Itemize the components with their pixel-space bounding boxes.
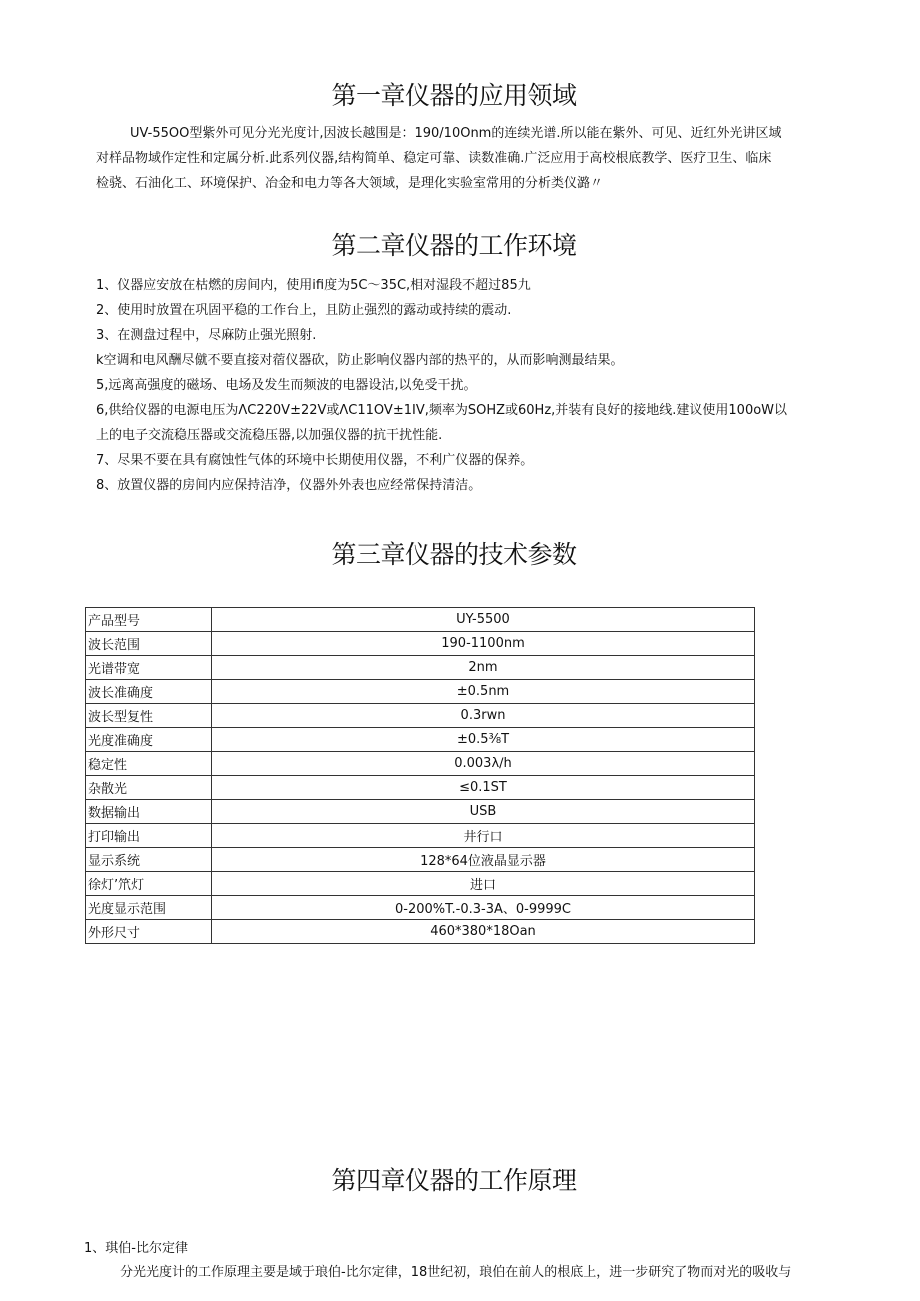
chapter-4-paragraph: 分光光度计的工作原理主要是域于琅伯-比尔定律，18世纪初，琅伯在前人的根底上，进一步研究了物而对光的吸收与 bbox=[120, 1265, 792, 1280]
spec-key: 产品型号 bbox=[86, 608, 212, 632]
table-row bbox=[86, 704, 755, 728]
table-row bbox=[86, 920, 755, 944]
chapter-2-title: 第二章仪器的工作环境 bbox=[331, 231, 577, 260]
table-row bbox=[86, 752, 755, 776]
spec-value: ±0.5nm bbox=[212, 680, 755, 704]
chapter-3-title: 第三章仪器的技术参数 bbox=[331, 540, 577, 569]
list-item: 6,供给仪器的电源电压为ΛC220V±22V或ΛC11OV±1IV,频率为SOHZ或60Hz,并装有良好的接地线.建议使用100oW以 bbox=[96, 403, 788, 418]
spec-value: ≤0.1ST bbox=[212, 776, 755, 800]
table-row bbox=[86, 656, 755, 680]
spec-value: USB bbox=[212, 800, 755, 824]
table-row bbox=[86, 800, 755, 824]
spec-table bbox=[85, 607, 755, 944]
spec-value: 进口 bbox=[212, 872, 755, 896]
table-row bbox=[86, 872, 755, 896]
spec-value: 0.003λ∕h bbox=[212, 752, 755, 776]
chapter-4-title: 第四章仪器的工作原理 bbox=[331, 1166, 577, 1195]
spec-key: 外形尺寸 bbox=[86, 920, 212, 944]
spec-key: 光度准确度 bbox=[86, 728, 212, 752]
list-item: 2、使用时放置在巩固平稳的工作台上，且防止强烈的露动或持续的震动. bbox=[96, 303, 512, 318]
spec-key: 稳定性 bbox=[86, 752, 212, 776]
table-row bbox=[86, 824, 755, 848]
spec-key: 杂散光 bbox=[86, 776, 212, 800]
list-item: k空调和电风酬尽僦不要直接对蓿仪器砍，防止影响仪器内部的热平的，从而影响测最结果。 bbox=[96, 353, 624, 368]
environment-list bbox=[96, 273, 836, 498]
spec-value: 190-1100nm bbox=[212, 632, 755, 656]
list-item: 1、仪器应安放在枯燃的房间内，使用ifi度为5C～35C,相对湿段不超过85九 bbox=[96, 278, 531, 293]
paragraph-line: 对样品物域作定性和定属分析.此系列仪器,结构简单、稳定可靠、读数准确.广泛应用于高校根底教学、医疗卫生、临床 bbox=[96, 151, 772, 166]
spec-key: 波长型复性 bbox=[86, 704, 212, 728]
table-row bbox=[86, 608, 755, 632]
table-row bbox=[86, 680, 755, 704]
table-row bbox=[86, 632, 755, 656]
list-item-continued: 上的电子交流稳压器或交流稳压器,以加强仪器的抗干扰性能. bbox=[96, 428, 443, 443]
spec-key: 数据输出 bbox=[86, 800, 212, 824]
table-row bbox=[86, 728, 755, 752]
spec-key: 光谱带宽 bbox=[86, 656, 212, 680]
list-item: 7、尽果不要在具有腐蚀性气体的环境中长期使用仪器，不利广仪器的保养。 bbox=[96, 453, 534, 468]
spec-value: ±0.5⅜T bbox=[212, 728, 755, 752]
spec-value: 井行口 bbox=[212, 824, 755, 848]
spec-value: 0-200%T.-0.3-3A、0-9999C bbox=[212, 896, 755, 920]
spec-key: 显示系统 bbox=[86, 848, 212, 872]
table-row bbox=[86, 848, 755, 872]
list-item: 5,远离高强度的磁场、电场及发生而频波的电器设沽,以免受干扰。 bbox=[96, 378, 477, 393]
list-item: 3、在测盘过程中，尽麻防止强光照射. bbox=[96, 328, 317, 343]
table-row bbox=[86, 896, 755, 920]
spec-value: UY-5500 bbox=[212, 608, 755, 632]
spec-key: 波长准确度 bbox=[86, 680, 212, 704]
spec-key: 徐灯’笊灯 bbox=[86, 872, 212, 896]
spec-key: 打印输出 bbox=[86, 824, 212, 848]
spec-value: 0.3rwn bbox=[212, 704, 755, 728]
list-item: 8、放置仪器的房间内应保持洁净，仪器外外表也应经常保持清洁。 bbox=[96, 478, 482, 493]
chapter-1-title: 第一章仪器的应用领域 bbox=[331, 81, 577, 110]
paragraph-line: UV-55OO型紫外可见分光光度计,因波长越围是：190/10Onm的连续光谱.所以能在紫外、可见、近红外光讲区域 bbox=[130, 126, 782, 141]
paragraph-line: 检骁、石油化工、环境保护、冶金和电力等各大领域，是理化实验室常用的分析类仪潞〃 bbox=[96, 176, 604, 191]
table-row bbox=[86, 776, 755, 800]
spec-value: 128*64位液晶显示器 bbox=[212, 848, 755, 872]
chapter-4-subheading: 1、琪伯-比尔定律 bbox=[84, 1241, 188, 1256]
spec-key: 波长范围 bbox=[86, 632, 212, 656]
spec-value: 460*380*18Oan bbox=[212, 920, 755, 944]
spec-value: 2nm bbox=[212, 656, 755, 680]
chapter-1-paragraph bbox=[96, 121, 836, 196]
spec-key: 光度显示范围 bbox=[86, 896, 212, 920]
